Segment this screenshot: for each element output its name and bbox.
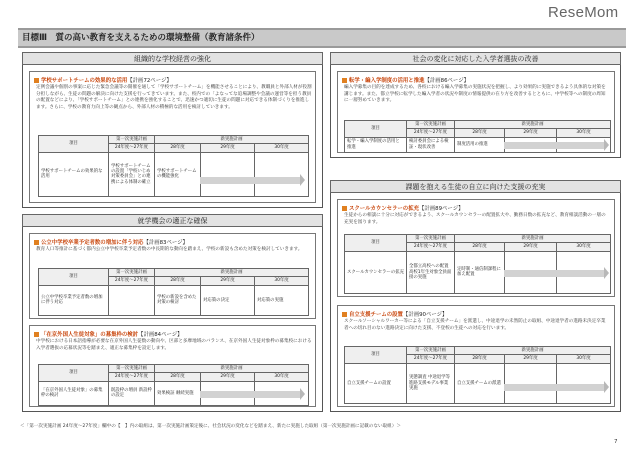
item-description: 教育人口等推計に基づく都内公立中学校卒業予定者数の中長期的な動向を踏まえ、学校の新設も含めた対策を検討していきます。 xyxy=(36,247,303,252)
item-title: 「在京外国人生徒対象」の募集枠の検討【計画84ページ】 xyxy=(34,330,183,338)
cell-phase1: 既設枠の増員 新設枠の設定 xyxy=(109,381,155,405)
square-bullet-icon xyxy=(34,240,39,245)
timeline-arrow xyxy=(504,142,604,149)
panel-header: 就学機会の適正な確保 xyxy=(22,214,323,227)
cell-phase1: 全都立高校への配置 高校1年生対象全員面接の実施 xyxy=(407,251,455,293)
col-header-phase1-years: 24年度〜27年度 xyxy=(109,144,155,152)
col-header-item: 項目 xyxy=(345,235,407,252)
col-header-new-plan: 新実施計画 xyxy=(155,136,309,144)
item-card xyxy=(29,325,316,407)
col-header-year-29: 29年度 xyxy=(505,355,557,363)
cell-year-28: 効果検証 継続実施 xyxy=(155,381,201,405)
col-header-item: 項目 xyxy=(345,347,407,364)
col-header-year-30: 30年度 xyxy=(255,373,309,381)
col-header-year-28: 28年度 xyxy=(155,373,201,381)
timeline-arrow xyxy=(504,270,604,277)
col-header-new-plan: 新実施計画 xyxy=(455,235,611,243)
item-description: 編入学募集の目的を達成するため、各校における編入学募集の実施状況を把握し、より効果的に実施できるよう具体的な対策を講じます。また、都立学校に転学した編入学者の状況や制度の情報提供の在り方を改善するとともに、中学校等への制度の周知に一層努めていきます。 xyxy=(344,85,606,104)
col-header-item: 項目 xyxy=(39,136,109,153)
col-header-new-plan: 新実施計画 xyxy=(155,269,309,277)
panel-school-access xyxy=(22,214,323,412)
panel-header: 組織的な学校経営の強化 xyxy=(22,52,323,65)
cell-year-28: 自立支援チームの派遣 xyxy=(455,363,505,403)
item-title: スクールカウンセラーの拡充【計画89ページ】 xyxy=(342,204,463,212)
square-bullet-icon xyxy=(34,78,39,83)
col-header-item: 項目 xyxy=(39,269,109,286)
col-header-year-29: 29年度 xyxy=(201,373,255,381)
col-header-phase1-years: 24年度〜27年度 xyxy=(407,355,455,363)
col-header-phase1: 第一次実施計画 xyxy=(407,347,455,355)
timeline-arrow xyxy=(200,177,300,184)
item-description: 定例会議や個別の事案に応じた緊急会議等の開催を通して「学校サポートチーム」を機能させることにより、教職員と外部人材が役割分担しながら、生徒の問題の解決に向けた支援を行ってきています。また、校内での「よなってな追場調整や会議の運営等を担う教員の配置などにより、「学校サポートチーム」との連携を強化することで、迅速かつ適切に生徒の問題に対応できる体制づくりを推進します。さらに、学校の教育力向上等の観点から、外部人材の積極的な活用を検討していきます。 xyxy=(36,85,312,110)
item-description: スクールソーシャルワーカー等による「自立支援チーム」を派遣し、中途退学の未然防止の取組、中途退学者の進路未決定卒業者への切れ目のない進路決定に向けた支援、不登校の生徒への対応を行います。 xyxy=(344,319,606,331)
row-label: 転学・編入学制度の活用と推進 xyxy=(345,137,407,152)
cell-year-30: 対応策の実施 xyxy=(255,285,309,315)
row-label: 公立中学校卒業予定者数の増加に伴う対応 xyxy=(39,285,109,315)
item-card xyxy=(337,305,615,407)
cell-year-29 xyxy=(201,152,255,196)
col-header-phase1: 第一次実施計画 xyxy=(407,121,455,129)
col-header-new-plan: 新実施計画 xyxy=(455,121,611,129)
col-header-year-28: 28年度 xyxy=(455,129,505,137)
panel-school-management xyxy=(22,52,323,208)
page-title: 目標Ⅲ 質の高い教育を支えるための環境整備（教育諸条件） xyxy=(18,28,626,48)
item-description: 生徒からの相談に十分に対応ができるよう、スクールカウンセラーの配置拡大や、勤務日数の拡充など、教育相談活動の一層の充実を図ります。 xyxy=(344,213,606,225)
panel-student-support xyxy=(330,180,621,412)
col-header-item: 項目 xyxy=(345,121,407,138)
schedule-table xyxy=(38,364,309,406)
col-header-year-29: 29年度 xyxy=(201,144,255,152)
col-header-phase1: 第一次実施計画 xyxy=(109,365,155,373)
col-header-year-28: 28年度 xyxy=(155,144,201,152)
item-title: 転学・編入学制度の活用と推進【計画86ページ】 xyxy=(342,76,469,84)
col-header-year-29: 29年度 xyxy=(505,129,557,137)
square-bullet-icon xyxy=(342,78,347,83)
cell-phase1: 検討委員会による検証・現状改善 xyxy=(407,137,455,152)
col-header-year-29: 29年度 xyxy=(201,277,255,285)
col-header-phase1-years: 24年度〜27年度 xyxy=(109,373,155,381)
page-number: 7 xyxy=(614,439,618,445)
item-title: 自立支援チームの設置【計画90ページ】 xyxy=(342,310,447,318)
col-header-year-30: 30年度 xyxy=(255,277,309,285)
col-header-new-plan: 新実施計画 xyxy=(455,347,611,355)
cell-year-28: 学校サポートチームの機能強化 xyxy=(155,152,201,196)
item-title: 学校サポートチームの効果的な活用【計画72ページ】 xyxy=(34,76,172,84)
cell-year-28: 制度活用の推進 xyxy=(455,137,505,152)
col-header-year-28: 28年度 xyxy=(455,243,505,251)
panel-admission-reform xyxy=(330,52,621,158)
col-header-new-plan: 新実施計画 xyxy=(155,365,309,373)
col-header-phase1-years: 24年度〜27年度 xyxy=(407,129,455,137)
cell-year-29: 対応策の決定 xyxy=(201,285,255,315)
cell-year-28: 学校の新設を含めた対策の検討 xyxy=(155,285,201,315)
cell-phase1: 実態調査 中途退学等進路支援モデル事業実施 xyxy=(407,363,455,403)
cell-year-28: 定時制・通信制課程に加え配置 xyxy=(455,251,505,293)
col-header-year-30: 30年度 xyxy=(255,144,309,152)
schedule-table xyxy=(344,346,611,404)
col-header-year-29: 29年度 xyxy=(505,243,557,251)
cell-phase1: 学校サポートチームの設置「学校いじめ対策委員会」との連携による体制の確立 xyxy=(109,152,155,196)
item-description: 中学校における日本語指導が必要な在京外国人生徒数の動向や、区部と多摩地域のバランス、在京外国人生徒対象枠の募集校における入学者選抜の応募状況等を踏まえ、適正な募集枠を設定します。 xyxy=(36,339,312,351)
cell-phase1 xyxy=(109,285,155,315)
schedule-table xyxy=(38,135,309,197)
row-label: 自立支援チームの設置 xyxy=(345,363,407,403)
square-bullet-icon xyxy=(34,332,39,337)
col-header-year-28: 28年度 xyxy=(455,355,505,363)
item-card xyxy=(337,71,615,153)
resemom-logo: ReseMom xyxy=(548,4,619,21)
panel-header: 社会の変化に対応した入学者選抜の改善 xyxy=(330,52,621,65)
row-label: 学校サポートチームの効果的な活用 xyxy=(39,152,109,196)
col-header-phase1: 第一次実施計画 xyxy=(109,136,155,144)
item-card xyxy=(29,233,316,319)
col-header-year-30: 30年度 xyxy=(557,243,611,251)
item-card xyxy=(29,71,316,203)
schedule-table xyxy=(38,268,309,316)
col-header-year-28: 28年度 xyxy=(155,277,201,285)
square-bullet-icon xyxy=(342,206,347,211)
schedule-table xyxy=(344,234,611,294)
col-header-year-30: 30年度 xyxy=(557,129,611,137)
col-header-phase1-years: 24年度〜27年度 xyxy=(109,277,155,285)
row-label: 「在京外国人生徒対象」の募集枠の検討 xyxy=(39,381,109,405)
timeline-arrow xyxy=(504,384,604,391)
col-header-phase1-years: 24年度〜27年度 xyxy=(407,243,455,251)
col-header-item: 項目 xyxy=(39,365,109,382)
item-title: 公立中学校卒業予定者数の増加に伴う対応【計画83ページ】 xyxy=(34,238,188,246)
row-label: スクールカウンセラーの拡充 xyxy=(345,251,407,293)
col-header-phase1: 第一次実施計画 xyxy=(109,269,155,277)
col-header-phase1: 第一次実施計画 xyxy=(407,235,455,243)
col-header-year-30: 30年度 xyxy=(557,355,611,363)
item-card xyxy=(337,199,615,297)
footnote: ＜「第一次実施計画 24年度〜27年度」欄中の【 】内の取組は、第一次実施計画策定後に、社会状況の変化などを踏まえ、新たに実施した取組（第一次実施計画に記載のない取組）＞ xyxy=(20,424,401,429)
square-bullet-icon xyxy=(342,312,347,317)
panel-header: 課題を抱える生徒の自立に向けた支援の充実 xyxy=(330,180,621,193)
timeline-arrow xyxy=(200,391,300,398)
